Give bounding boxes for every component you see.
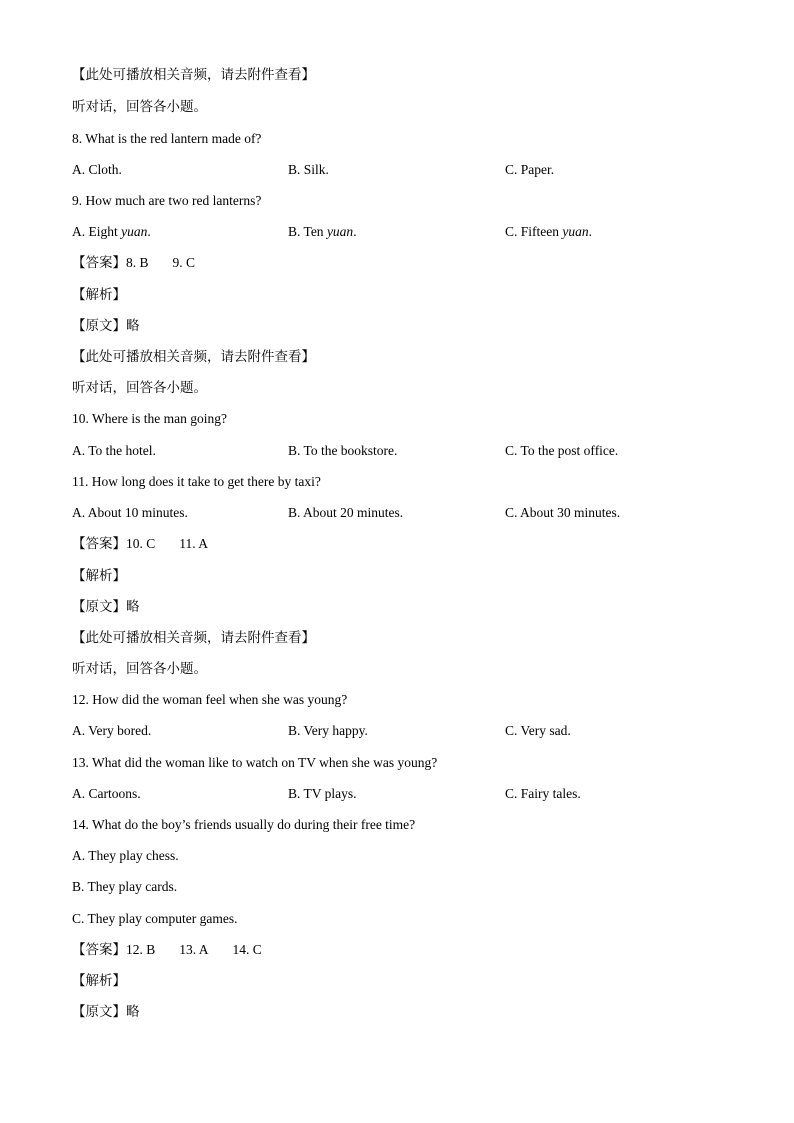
q8-option-a: A. Cloth. bbox=[72, 162, 122, 177]
question-12: 12. How did the woman feel when she was young? bbox=[72, 692, 348, 707]
q10-option-b: B. To the bookstore. bbox=[288, 443, 398, 458]
answer-label: 【答案】 bbox=[72, 255, 126, 271]
answer-label: 【答案】 bbox=[72, 942, 126, 958]
q14-option-b: B. They play cards. bbox=[72, 879, 178, 894]
q12-option-a: A. Very bored. bbox=[72, 723, 152, 738]
q10-option-c: C. To the post office. bbox=[505, 443, 619, 458]
question-8: 8. What is the red lantern made of? bbox=[72, 131, 262, 146]
q9-option-b: B. Ten yuan. bbox=[288, 224, 357, 239]
answer-13: 13. A bbox=[179, 942, 209, 957]
q13-option-c: C. Fairy tales. bbox=[505, 786, 581, 801]
q12-option-c: C. Very sad. bbox=[505, 723, 571, 738]
answer-11: 11. A bbox=[179, 536, 209, 551]
question-9: 9. How much are two red lanterns? bbox=[72, 193, 262, 208]
analysis-label: 【解析】 bbox=[72, 568, 126, 584]
analysis-label: 【解析】 bbox=[72, 287, 126, 303]
q13-option-b: B. TV plays. bbox=[288, 786, 357, 801]
question-11: 11. How long does it take to get there by taxi? bbox=[72, 474, 321, 489]
q9-option-c: C. Fifteen yuan. bbox=[505, 224, 592, 239]
q11-option-b: B. About 20 minutes. bbox=[288, 505, 404, 520]
original-label: 【原文】略 bbox=[72, 1004, 140, 1020]
instruction: 听对话，回答各小题。 bbox=[72, 99, 207, 115]
original-label: 【原文】略 bbox=[72, 318, 140, 334]
audio-note: 【此处可播放相关音频，请去附件查看】 bbox=[72, 349, 315, 365]
q11-option-a: A. About 10 minutes. bbox=[72, 505, 188, 520]
original-label: 【原文】略 bbox=[72, 599, 140, 615]
answer-line-2 bbox=[72, 535, 208, 553]
question-14: 14. What do the boy’s friends usually do during their free time? bbox=[72, 817, 416, 832]
answer-10: 10. C bbox=[126, 536, 156, 551]
answer-label: 【答案】 bbox=[72, 536, 126, 552]
q10-option-a: A. To the hotel. bbox=[72, 443, 156, 458]
instruction: 听对话，回答各小题。 bbox=[72, 380, 207, 396]
answer-12: 12. B bbox=[126, 942, 156, 957]
q13-option-a: A. Cartoons. bbox=[72, 786, 141, 801]
answer-9: 9. C bbox=[172, 255, 196, 270]
audio-note: 【此处可播放相关音频，请去附件查看】 bbox=[72, 630, 315, 646]
question-13: 13. What did the woman like to watch on TV when she was young? bbox=[72, 755, 438, 770]
analysis-label: 【解析】 bbox=[72, 973, 126, 989]
audio-note: 【此处可播放相关音频，请去附件查看】 bbox=[72, 67, 315, 83]
q14-option-a: A. They play chess. bbox=[72, 848, 179, 863]
answer-8: 8. B bbox=[126, 255, 149, 270]
q14-option-c: C. They play computer games. bbox=[72, 911, 238, 926]
q12-option-b: B. Very happy. bbox=[288, 723, 368, 738]
q9-option-a: A. Eight yuan. bbox=[72, 224, 151, 239]
q8-option-c: C. Paper. bbox=[505, 162, 555, 177]
answer-line-1 bbox=[72, 254, 195, 272]
instruction: 听对话，回答各小题。 bbox=[72, 661, 207, 677]
q11-option-c: C. About 30 minutes. bbox=[505, 505, 621, 520]
q8-option-b: B. Silk. bbox=[288, 162, 329, 177]
answer-line-3 bbox=[72, 941, 262, 959]
answer-14: 14. C bbox=[232, 942, 262, 957]
question-10: 10. Where is the man going? bbox=[72, 411, 227, 426]
